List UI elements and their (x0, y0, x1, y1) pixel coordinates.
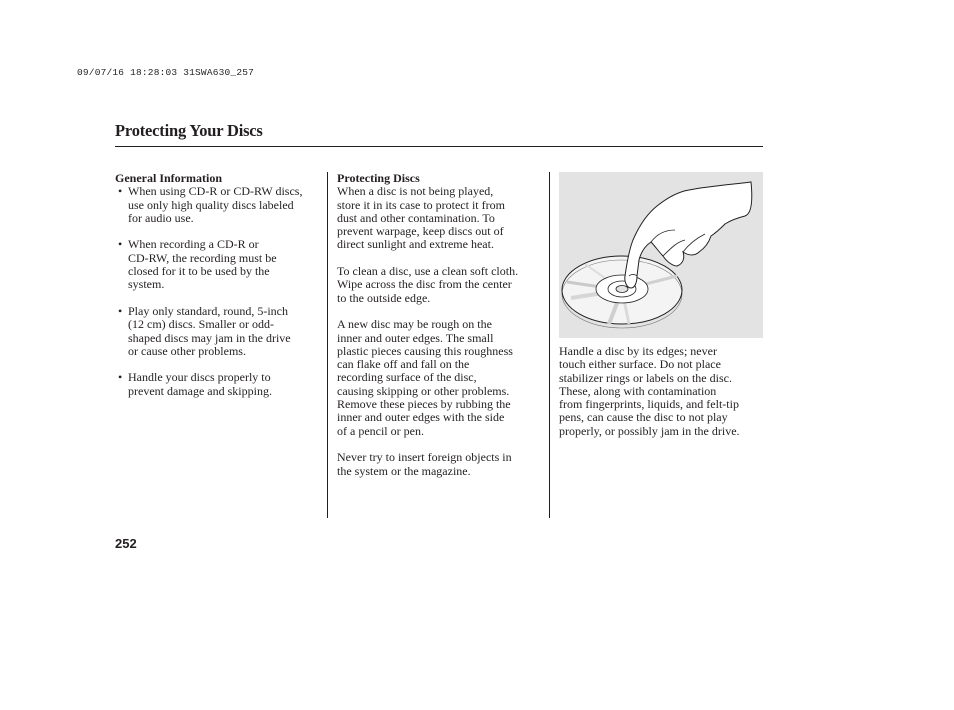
bullet-line: shaped discs may jam in the drive (128, 330, 291, 345)
paragraph (337, 451, 547, 478)
paragraph (337, 185, 547, 251)
paragraph-line: recording surface of the disc, (337, 370, 477, 385)
paragraph (337, 318, 547, 438)
paragraph-line: to the outside edge. (337, 290, 431, 305)
handling-caption (559, 345, 765, 438)
general-information-heading: General Information (115, 171, 222, 185)
bullet-line: closed for it to be used by the (128, 264, 270, 279)
bullet-line: prevent damage and skipping. (128, 383, 272, 398)
bullet-line: system. (128, 277, 165, 292)
protecting-discs-heading: Protecting Discs (337, 171, 420, 185)
bullet-item (115, 371, 325, 398)
paragraph-line: inner and outer edges with the side (337, 410, 505, 425)
paragraph-line: can flake off and fall on the (337, 357, 470, 372)
paragraph (337, 265, 547, 305)
paragraph-line: Wipe across the disc from the center (337, 277, 512, 292)
caption-line: Handle a disc by its edges; never (559, 344, 717, 358)
paragraph-line: Never try to insert foreign objects in (337, 450, 512, 465)
bullet-line: Play only standard, round, 5-inch (128, 303, 288, 318)
paragraph-line: To clean a disc, use a clean soft cloth. (337, 264, 519, 279)
protecting-discs-column (337, 172, 547, 478)
bullet-line: for audio use. (128, 210, 194, 225)
paragraph-line: dust and other contamination. To (337, 210, 495, 225)
title-divider (115, 146, 763, 147)
paragraph-line: Remove these pieces by rubbing the (337, 397, 511, 412)
paragraph-line: store it in its case to protect it from (337, 197, 505, 212)
paragraph-line: inner and outer edges. The small (337, 330, 494, 345)
bullet-line: When recording a CD-R or (128, 237, 259, 252)
bullet-dot: • (118, 370, 123, 385)
hand-holding-disc-illustration (559, 172, 763, 338)
paragraph-line: the system or the magazine. (337, 463, 471, 478)
caption-line: stabilizer rings or labels on the disc. (559, 370, 732, 385)
bullet-item (115, 238, 325, 291)
column-divider-1 (327, 172, 328, 518)
bullet-line: use only high quality discs labeled (128, 197, 294, 212)
bullet-dot: • (118, 303, 123, 318)
paragraph-line: A new disc may be rough on the (337, 317, 492, 332)
caption-line: properly, or possibly jam in the drive. (559, 423, 740, 438)
bullet-line: CD-RW, the recording must be (128, 250, 277, 265)
bullet-dot: • (118, 237, 123, 252)
bullet-item (115, 185, 325, 225)
bullet-line: When using CD-R or CD-RW discs, (128, 184, 303, 199)
bullet-item (115, 305, 325, 358)
bullet-line: or cause other problems. (128, 343, 246, 358)
paragraph-line: When a disc is not being played, (337, 184, 494, 199)
caption-line: from fingerprints, liquids, and felt-tip (559, 397, 739, 412)
disc-illustration-icon (559, 172, 763, 338)
bullet-line: (12 cm) discs. Smaller or odd- (128, 317, 274, 332)
column-divider-2 (549, 172, 550, 518)
general-information-column (115, 172, 325, 398)
caption-line: These, along with contamination (559, 383, 717, 398)
caption-line: pens, can cause the disc to not play (559, 410, 728, 425)
page-number: 252 (115, 536, 137, 551)
paragraph-line: causing skipping or other problems. (337, 383, 510, 398)
paragraph-line: plastic pieces causing this roughness (337, 343, 513, 358)
paragraph-line: of a pencil or pen. (337, 423, 424, 438)
paragraph-line: prevent warpage, keep discs out of (337, 224, 504, 239)
print-stamp: 09/07/16 18:28:03 31SWA630_257 (77, 67, 255, 78)
page-title: Protecting Your Discs (115, 121, 263, 140)
bullet-dot: • (118, 184, 123, 199)
bullet-line: Handle your discs properly to (128, 370, 271, 385)
caption-line: touch either surface. Do not place (559, 357, 721, 372)
paragraph-line: direct sunlight and extreme heat. (337, 237, 494, 252)
